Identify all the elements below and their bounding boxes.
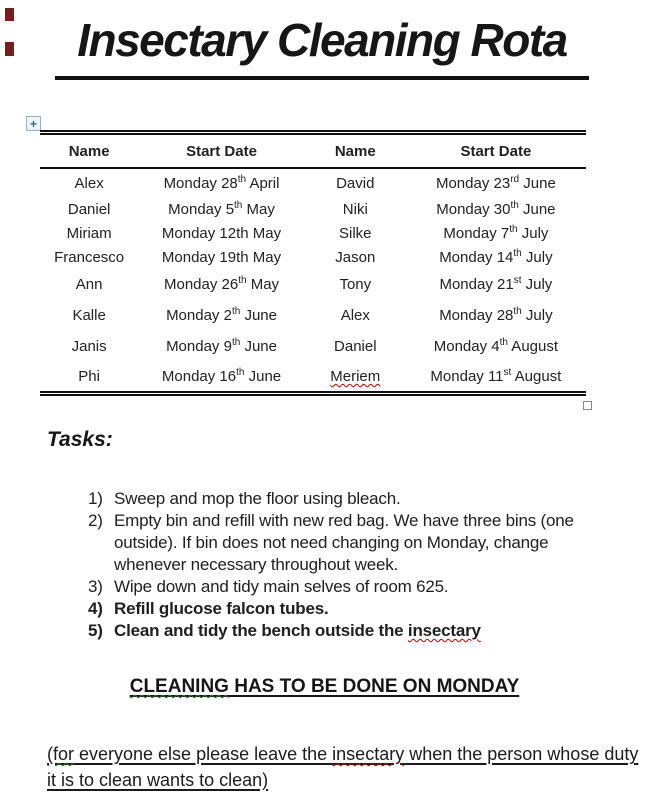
table-row [40, 300, 586, 331]
date-cell: Monday 9th June [166, 337, 277, 355]
name-cell: Daniel [334, 338, 377, 355]
task-text: Refill glucose falcon tubes. [114, 599, 329, 618]
move-cross-icon: + [29, 116, 37, 131]
col-header-date-right: Start Date [406, 133, 586, 169]
rota-table-body [40, 168, 586, 393]
notice-text: CLEANING HAS TO BE DONE ON MONDAY [129, 676, 520, 697]
task-text: Empty bin and refill with new red bag. We have three bins (one outside). If bin does not need changing on Monday, change whenever necessary throughout week. [114, 511, 574, 574]
spellcheck-underline: insectary [407, 621, 481, 640]
task-number: 2) [88, 511, 103, 530]
name-cell: Ann [75, 276, 103, 293]
task-number: 3) [88, 577, 103, 596]
date-cell: Monday 26th May [163, 275, 280, 293]
name-cell: Tony [339, 276, 372, 293]
task-item [88, 510, 608, 576]
table-row [40, 269, 586, 300]
col-header-name-left: Name [40, 133, 138, 169]
name-cell: Daniel [67, 200, 111, 218]
date-cell: Monday 30th June [436, 199, 556, 218]
name-cell: Janis [71, 338, 107, 355]
col-header-date-left: Start Date [138, 133, 305, 169]
name-cell: Niki [342, 200, 368, 218]
task-item [88, 576, 608, 598]
task-text: Clean and tidy the bench outside the insectary [114, 621, 481, 640]
rota-table-container [40, 130, 586, 396]
name-cell: Miriam [66, 224, 112, 242]
name-cell: David [336, 174, 375, 192]
table-header-row [40, 133, 586, 169]
rota-table [40, 130, 586, 396]
task-item [88, 488, 608, 510]
date-cell: Monday 23rd June [435, 173, 556, 192]
task-number: 4) [88, 599, 103, 618]
date-cell: Monday 19th May [161, 248, 282, 266]
name-cell: Alex [340, 307, 370, 324]
table-row [40, 168, 586, 197]
footnote [47, 741, 641, 793]
tasks-heading: Tasks: [47, 428, 113, 451]
task-item [88, 598, 608, 620]
name-cell: Francesco [54, 248, 125, 266]
margin-mark-icon [5, 8, 14, 21]
notice-line [0, 676, 649, 698]
table-resize-handle[interactable] [583, 401, 592, 410]
table-row [40, 245, 586, 269]
spellcheck-underline: insectary [332, 744, 405, 764]
margin-mark-icon [5, 42, 14, 56]
date-cell: Monday 28th July [439, 306, 553, 324]
footnote-text: (for everyone else please leave the insectary when the person whose duty it is to clean wants to clean) [47, 744, 639, 790]
table-row [40, 362, 586, 393]
name-cell [305, 362, 406, 393]
grammar-underline: (for [47, 744, 74, 764]
name-cell: Kalle [72, 307, 106, 324]
date-cell: Monday 28th April [163, 173, 280, 192]
date-cell: Monday 16th June [161, 366, 282, 385]
table-row [40, 331, 586, 362]
task-number: 5) [88, 621, 103, 640]
task-number: 1) [88, 489, 103, 508]
col-header-name-right: Name [305, 133, 406, 169]
task-list [88, 488, 608, 642]
title-block [55, 12, 589, 80]
name-cell: Silke [339, 224, 372, 242]
grammar-underline: CLEANING [129, 676, 229, 697]
date-cell: Monday 11st August [430, 366, 562, 385]
spellcheck-underline: Meriem [330, 367, 381, 385]
task-text: Wipe down and tidy main selves of room 625. [114, 577, 449, 596]
date-cell: Monday 14th July [439, 247, 553, 266]
date-cell: Monday 21st July [439, 275, 553, 293]
table-row [40, 221, 586, 245]
date-cell: Monday 12th May [161, 224, 282, 242]
name-cell: Jason [335, 248, 376, 266]
task-text: Sweep and mop the floor using bleach. [114, 489, 401, 508]
name-cell: Alex [74, 174, 104, 192]
date-cell: Monday 5th May [168, 199, 275, 218]
date-cell: Monday 7th July [443, 223, 549, 242]
table-move-handle[interactable] [26, 116, 41, 131]
date-cell: Monday 2th June [166, 306, 277, 324]
task-item [88, 620, 608, 642]
page-title: Insectary Cleaning Rota [77, 14, 567, 66]
table-row [40, 197, 586, 221]
name-cell: Phi [78, 367, 100, 385]
date-cell: Monday 4th August [433, 337, 559, 355]
